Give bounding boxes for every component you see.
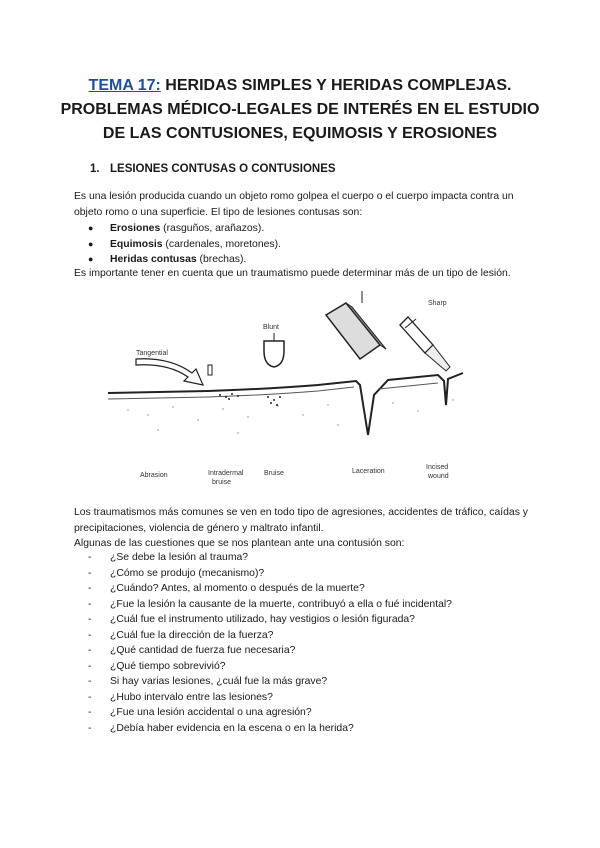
tangential-arrow bbox=[136, 359, 203, 385]
wound-diagram bbox=[88, 285, 488, 490]
question-text: ¿Qué cantidad de fuerza fue necesaria? bbox=[110, 645, 296, 656]
list-item bbox=[88, 581, 452, 597]
bullet-detail: (brechas). bbox=[196, 254, 247, 265]
bullet-icon: ● bbox=[88, 238, 94, 249]
question-text: ¿Cuándo? Antes, al momento o después de la muerte? bbox=[110, 583, 365, 594]
list-item bbox=[88, 237, 281, 253]
label-tangential: Tangential bbox=[136, 350, 168, 357]
bullet-detail: (rasguños, arañazos). bbox=[160, 223, 265, 234]
dash-marker: - bbox=[88, 598, 92, 610]
dash-marker: - bbox=[88, 691, 92, 703]
title-line-1 bbox=[40, 74, 560, 98]
title-line-2: PROBLEMAS MÉDICO-LEGALES DE INTERÉS EN EL ESTUDIO bbox=[60, 101, 540, 118]
questions-intro: Algunas de las cuestiones que se nos plantean ante una contusión son: bbox=[74, 538, 405, 549]
question-text: ¿Qué tiempo sobrevivió? bbox=[110, 660, 226, 672]
skin-lower-layer bbox=[108, 383, 438, 399]
label-sharp: Sharp bbox=[428, 300, 447, 307]
wound-types-figure bbox=[88, 285, 488, 490]
question-text: ¿Cómo se produjo (mecanismo)? bbox=[110, 567, 265, 579]
label-intradermal-bruise: bruise bbox=[212, 479, 232, 486]
question-text: ¿Hubo intervalo entre las lesiones? bbox=[110, 691, 273, 703]
dash-marker: - bbox=[88, 552, 92, 563]
label-laceration: Laceration bbox=[352, 468, 385, 475]
list-item bbox=[88, 674, 452, 690]
title-line-1-rest: HERIDAS SIMPLES Y HERIDAS COMPLEJAS. bbox=[160, 77, 512, 94]
dash-marker: - bbox=[88, 676, 92, 687]
dermis-texture bbox=[127, 399, 453, 433]
list-item bbox=[88, 721, 452, 737]
lesion-types-list bbox=[88, 221, 281, 268]
list-item bbox=[88, 690, 452, 706]
probe-icon bbox=[208, 365, 212, 375]
list-item bbox=[88, 643, 452, 659]
dash-marker: - bbox=[88, 722, 92, 734]
knife-icon bbox=[400, 317, 433, 353]
section-heading-text: LESIONES CONTUSAS O CONTUSIONES bbox=[110, 163, 336, 175]
page-title bbox=[40, 74, 560, 146]
bullet-term: Erosiones bbox=[110, 223, 161, 234]
label-abrasion: Abrasion bbox=[140, 472, 168, 479]
bullet-icon: ● bbox=[88, 223, 94, 233]
bullet-term: Heridas contusas bbox=[110, 254, 197, 265]
dash-marker: - bbox=[88, 567, 92, 579]
dash-marker: - bbox=[88, 583, 92, 594]
blunt-object-icon bbox=[264, 341, 284, 367]
questions-list bbox=[88, 550, 452, 736]
label-incised: Incised bbox=[426, 464, 449, 471]
list-item bbox=[88, 612, 452, 628]
bullet-detail: (cardenales, moretones). bbox=[162, 238, 281, 250]
section-intro: Es una lesión producida cuando un objeto romo golpea el cuerpo o el cuerpo impacta contra un objeto romo o una superficie. El tipo de lesiones contusas son: bbox=[74, 191, 514, 218]
list-item bbox=[88, 628, 452, 644]
section-number: 1. bbox=[90, 163, 100, 175]
question-text: ¿Se debe la lesión al trauma? bbox=[110, 552, 249, 563]
dash-marker: - bbox=[88, 629, 92, 641]
list-item bbox=[88, 566, 452, 582]
question-text: ¿Debía haber evidencia en la escena o en la herida? bbox=[110, 722, 354, 734]
label-intradermal: Intradermal bbox=[208, 470, 244, 477]
dash-marker: - bbox=[88, 660, 92, 672]
section-heading bbox=[90, 163, 336, 175]
common-trauma-paragraph: Los traumatismos más comunes se ven en todo tipo de agresiones, accidentes de tráfico, caídas y precipitaciones, violencia de género y maltrato infantil. bbox=[74, 507, 528, 534]
bullet-term: Equimosis bbox=[110, 238, 163, 250]
label-incised-wound: wound bbox=[428, 473, 449, 480]
dash-marker: - bbox=[88, 707, 92, 718]
list-item bbox=[88, 705, 452, 721]
question-text: ¿Cuál fue la dirección de la fuerza? bbox=[110, 629, 274, 641]
list-item bbox=[88, 659, 452, 675]
dash-marker: - bbox=[88, 614, 92, 625]
dash-marker: - bbox=[88, 645, 92, 656]
label-bruise: Bruise bbox=[264, 470, 284, 477]
title-line-3: DE LAS CONTUSIONES, EQUIMOSIS Y EROSIONES bbox=[102, 125, 498, 142]
question-text: Si hay varias lesiones, ¿cuál fue la más grave? bbox=[110, 676, 328, 687]
bullet-icon: ● bbox=[88, 254, 94, 264]
question-text: ¿Fue una lesión accidental o una agresión? bbox=[110, 707, 312, 718]
list-item bbox=[88, 597, 452, 613]
knife-blade bbox=[425, 345, 450, 371]
question-text: ¿Fue la lesión la causante de la muerte, contribuyó a ella o fué incidental? bbox=[110, 598, 452, 610]
list-item bbox=[88, 221, 281, 237]
list-item bbox=[88, 550, 452, 566]
title-lead: TEMA 17: bbox=[88, 77, 161, 94]
section-note: Es importante tener en cuenta que un traumatismo puede determinar más de un tipo de lesión. bbox=[74, 268, 511, 279]
label-blunt: Blunt bbox=[263, 324, 279, 331]
question-text: ¿Cuál fue el instrumento utilizado, hay vestigios o lesión figurada? bbox=[110, 614, 415, 625]
skin-surface bbox=[108, 373, 463, 435]
